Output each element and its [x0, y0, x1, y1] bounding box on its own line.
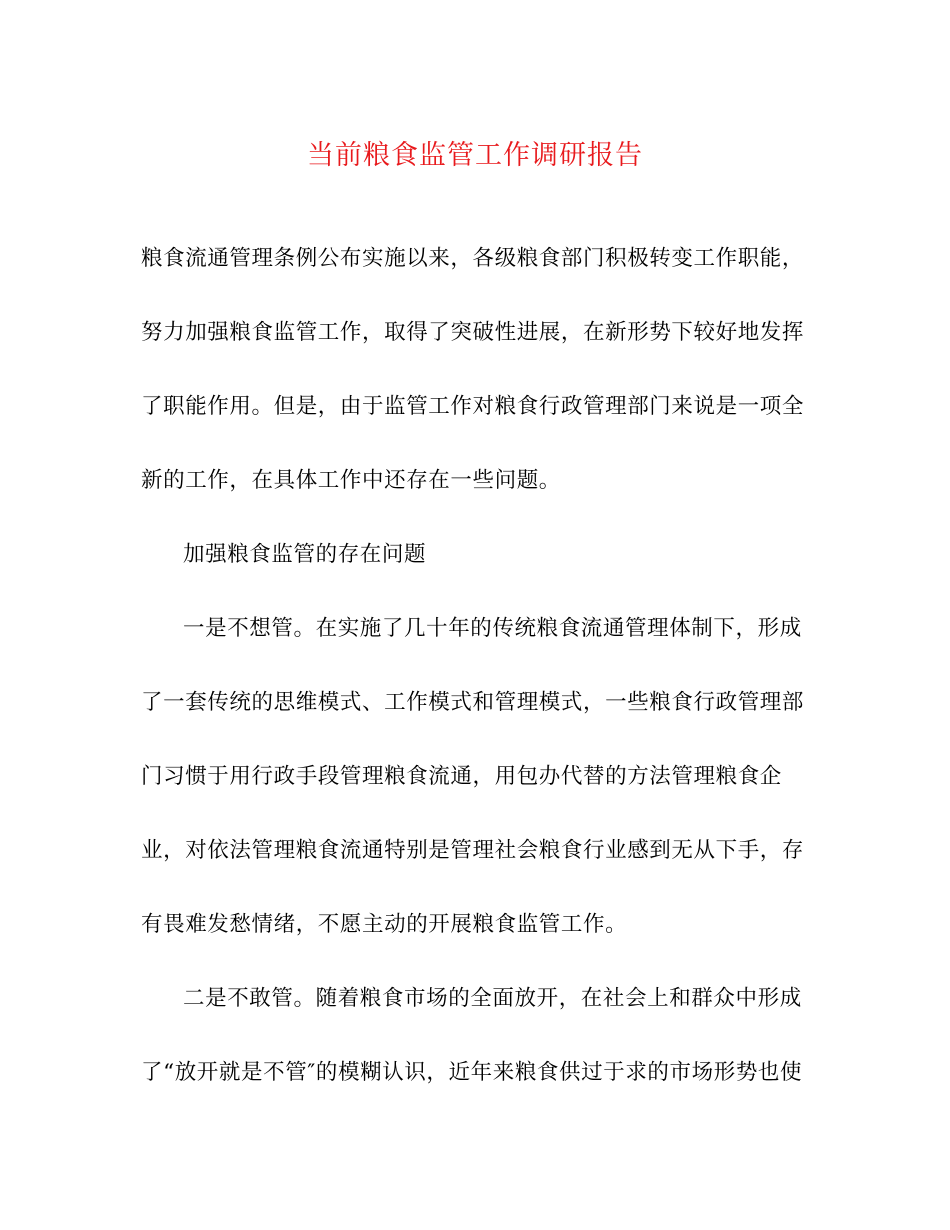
paragraph-line: 了“放开就是不管″的模糊认识，近年来粮食供过于求的市场形势也使: [141, 1060, 803, 1085]
paragraph-line: 努力加强粮食监管工作，取得了突破性进展，在新形势下较好地发挥: [141, 320, 805, 345]
paragraph-line: 粮食流通管理条例公布实施以来，各级粮食部门积极转变工作职能，: [141, 246, 805, 271]
paragraph-line: 新的工作，在具体工作中还存在一些问题。: [141, 468, 561, 493]
paragraph-line: 一是不想管。在实施了几十年的传统粮食流通管理体制下，形成: [183, 616, 802, 641]
paragraph-line: 有畏难发愁情绪，不愿主动的开展粮食监管工作。: [141, 912, 628, 937]
paragraph-line: 了一套传统的思维模式、工作模式和管理模式，一些粮食行政管理部: [141, 690, 805, 715]
document-title: 当前粮食监管工作调研报告: [307, 140, 643, 171]
paragraph-line: 业，对依法管理粮食流通特别是管理社会粮食行业感到无从下手，存: [141, 838, 805, 863]
section-heading: 加强粮食监管的存在问题: [183, 542, 427, 567]
paragraph-line: 二是不敢管。随着粮食市场的全面放开，在社会上和群众中形成: [183, 986, 802, 1011]
paragraph-line: 了职能作用。但是，由于监管工作对粮食行政管理部门来说是一项全: [141, 394, 805, 419]
paragraph-line: 门习惯于用行政手段管理粮食流通，用包办代替的方法管理粮食企: [141, 764, 782, 789]
